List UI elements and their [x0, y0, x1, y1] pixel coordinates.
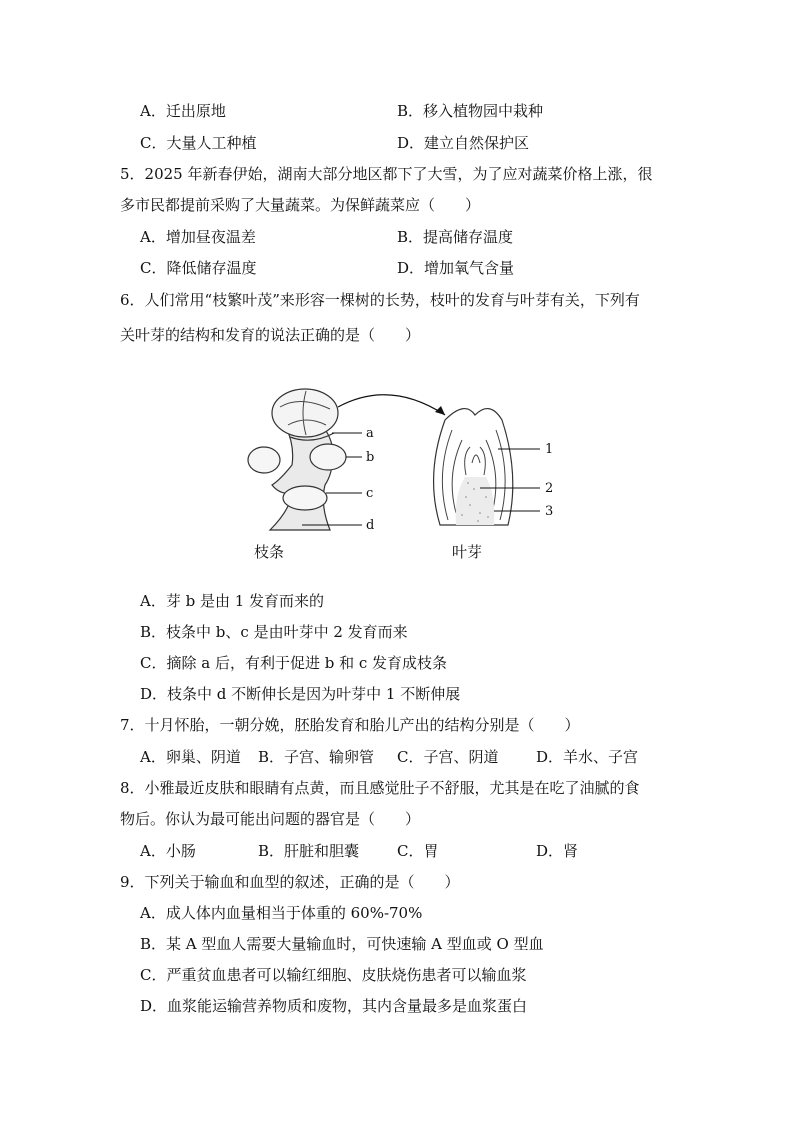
q8-option-a: A．小肠 [140, 842, 196, 860]
q8-stem-line1: 8．小雅最近皮肤和眼睛有点黄，而且感觉肚子不舒服，尤其是在吃了油腻的食 [120, 779, 640, 797]
q7-stem: 7．十月怀胎，一朝分娩，胚胎发育和胎儿产出的结构分别是（ ） [120, 716, 580, 734]
q5-option-a: A．增加昼夜温差 [140, 228, 256, 246]
branch-caption: 枝条 [254, 543, 285, 561]
branch-and-leaf-bud-figure [240, 385, 570, 570]
q8-stem-line2: 物后。你认为最可能出问题的器官是（ ） [120, 810, 421, 828]
q4-option-d: D．建立自然保护区 [397, 134, 530, 152]
label-a: a [366, 426, 374, 441]
q7-option-a: A．卵巢、阴道 [140, 748, 241, 766]
q5-stem-line1: 5．2025 年新春伊始，湖南大部分地区都下了大雪，为了应对蔬菜价格上涨，很 [120, 165, 653, 183]
label-b: b [366, 450, 375, 465]
q5-option-c: C．降低储存温度 [140, 259, 257, 277]
q7-option-c: C．子宫、阴道 [397, 748, 499, 766]
lateral-bud-c [283, 486, 327, 510]
q8-option-c: C．胃 [397, 842, 439, 860]
q8-option-d: D．肾 [536, 842, 579, 860]
lateral-bud-b [310, 444, 346, 470]
label-1: 1 [545, 442, 554, 457]
q6-option-d: D．枝条中 d 不断伸长是因为叶芽中 1 不断伸展 [140, 685, 461, 703]
bud-axis [456, 477, 495, 525]
curved-arrow [338, 395, 445, 415]
lateral-bud-b-left [248, 447, 280, 473]
q6-option-a: A．芽 b 是由 1 发育而来的 [140, 592, 325, 610]
q6-stem-line2: 关叶芽的结构和发育的说法正确的是（ ） [120, 326, 421, 344]
figure-drawing [240, 385, 570, 570]
q9-stem: 9．下列关于输血和血型的叙述，正确的是（ ） [120, 873, 460, 891]
q6-option-b: B．枝条中 b、c 是由叶芽中 2 发育而来 [140, 623, 408, 641]
label-d: d [366, 518, 375, 533]
q8-option-b: B．肝脏和胆囊 [258, 842, 360, 860]
q6-option-c: C．摘除 a 后，有利于促进 b 和 c 发育成枝条 [140, 654, 448, 672]
q7-option-b: B．子宫、输卵管 [258, 748, 375, 766]
label-2: 2 [545, 481, 554, 496]
branch-stem [270, 425, 333, 530]
label-3: 3 [545, 504, 554, 519]
q4-option-a: A．迁出原地 [140, 102, 226, 120]
q9-option-b: B．某 A 型血人需要大量输血时，可快速输 A 型血或 O 型血 [140, 935, 544, 953]
q4-option-c: C．大量人工种植 [140, 134, 257, 152]
q9-option-a: A．成人体内血量相当于体重的 60%-70% [140, 904, 423, 922]
label-c: c [366, 486, 374, 501]
q4-option-b: B．移入植物园中栽种 [397, 102, 544, 120]
q9-option-c: C．严重贫血患者可以输红细胞、皮肤烧伤患者可以输血浆 [140, 966, 527, 984]
q5-option-d: D．增加氧气含量 [397, 259, 515, 277]
q9-option-d: D．血浆能运输营养物质和废物，其内含量最多是血浆蛋白 [140, 997, 528, 1015]
q5-option-b: B．提高储存温度 [397, 228, 514, 246]
q7-option-d: D．羊水、子宫 [536, 748, 639, 766]
q6-stem-line1: 6．人们常用“枝繁叶茂”来形容一棵树的长势，枝叶的发育与叶芽有关，下列有 [120, 291, 640, 309]
q5-stem-line2: 多市民都提前采购了大量蔬菜。为保鲜蔬菜应（ ） [120, 196, 481, 214]
bud-caption: 叶芽 [452, 543, 483, 561]
